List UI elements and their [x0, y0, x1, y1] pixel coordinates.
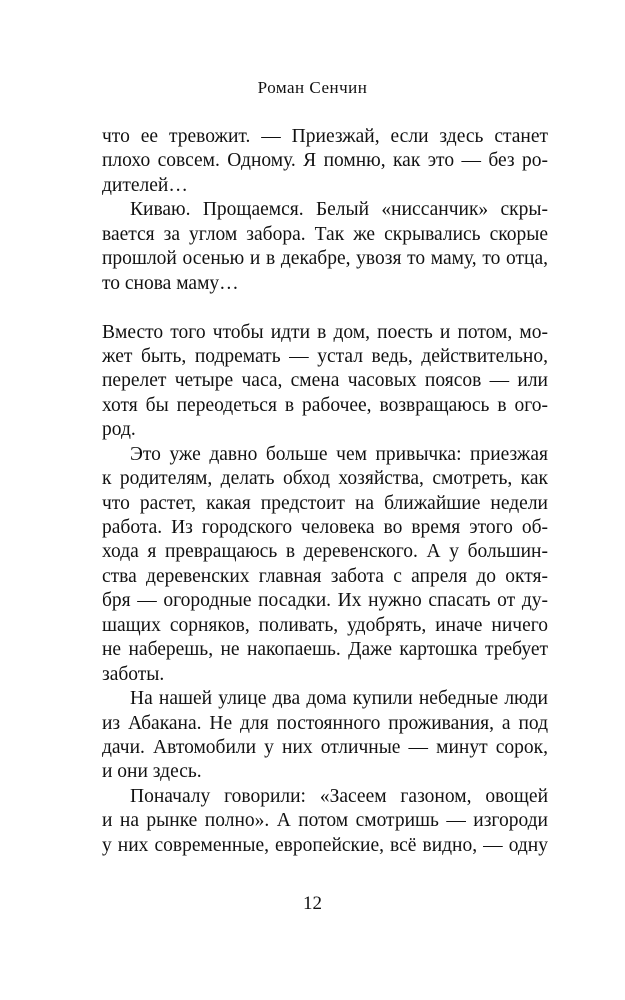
page-number: 12 [303, 893, 322, 914]
body-text [102, 125, 548, 858]
text-line: и на рынке полно». А потом смотришь — изгороди [102, 810, 548, 832]
text-line: ства деревенских главная забота с апреля до октя- [102, 565, 548, 587]
text-line: Вместо того чтобы идти в дом, поесть и потом, мо- [102, 321, 548, 343]
section-break [102, 296, 548, 320]
text-line: дителей… [102, 174, 188, 196]
text-line: плохо совсем. Одному. Я помню, как это — без ро- [102, 150, 548, 172]
text-line: прошлой осенью и в декабре, увозя то маму, то отца, [102, 248, 548, 270]
text-line: род. [102, 419, 136, 441]
text-line: Киваю. Прощаемся. Белый «ниссанчик» скры- [130, 199, 548, 221]
text-line: не наберешь, не накопаешь. Даже картошка требует [102, 639, 548, 661]
text-line: перелет четыре часа, смена часовых поясов — или [102, 370, 548, 392]
text-line: Это уже давно больше чем привычка: приезжая [130, 443, 548, 465]
text-line: и они здесь. [102, 761, 202, 783]
text-line: то снова маму… [102, 272, 239, 294]
running-head-author: Роман Сенчин [257, 78, 368, 97]
text-line: бря — огородные посадки. Их нужно спасать от ду- [102, 590, 548, 612]
text-line: хотя бы переодеться в рабочее, возвращаюсь в ого- [102, 394, 548, 416]
text-line: Поначалу говорили: «Засеем газоном, овощей [130, 785, 548, 807]
text-line: шащих сорняков, поливать, удобрять, иначе ничего [102, 614, 548, 636]
text-line: у них современные, европейские, всё видно, — одну [102, 834, 548, 856]
text-line: работа. Из городского человека во время этого об- [102, 517, 548, 538]
text-line: к родителям, делать обход хозяйства, смотреть, как [102, 468, 548, 490]
text-line: На нашей улице два дома купили небедные люди [130, 688, 548, 710]
text-line: вается за углом забора. Так же скрывались скорые [102, 223, 548, 245]
text-line: что растет, какая предстоит на ближайшие недели [102, 492, 548, 514]
text-line: заботы. [102, 663, 165, 685]
text-line: хода я превращаюсь в деревенского. А у большин- [102, 541, 548, 563]
text-line: из Абакана. Не для постоянного проживания, а под [102, 712, 548, 734]
text-line: что ее тревожит. — Приезжай, если здесь станет [102, 126, 548, 147]
text-line: жет быть, подремать — устал ведь, действительно, [102, 345, 548, 367]
text-line: дачи. Автомобили у них отличные — минут сорок, [102, 736, 548, 758]
